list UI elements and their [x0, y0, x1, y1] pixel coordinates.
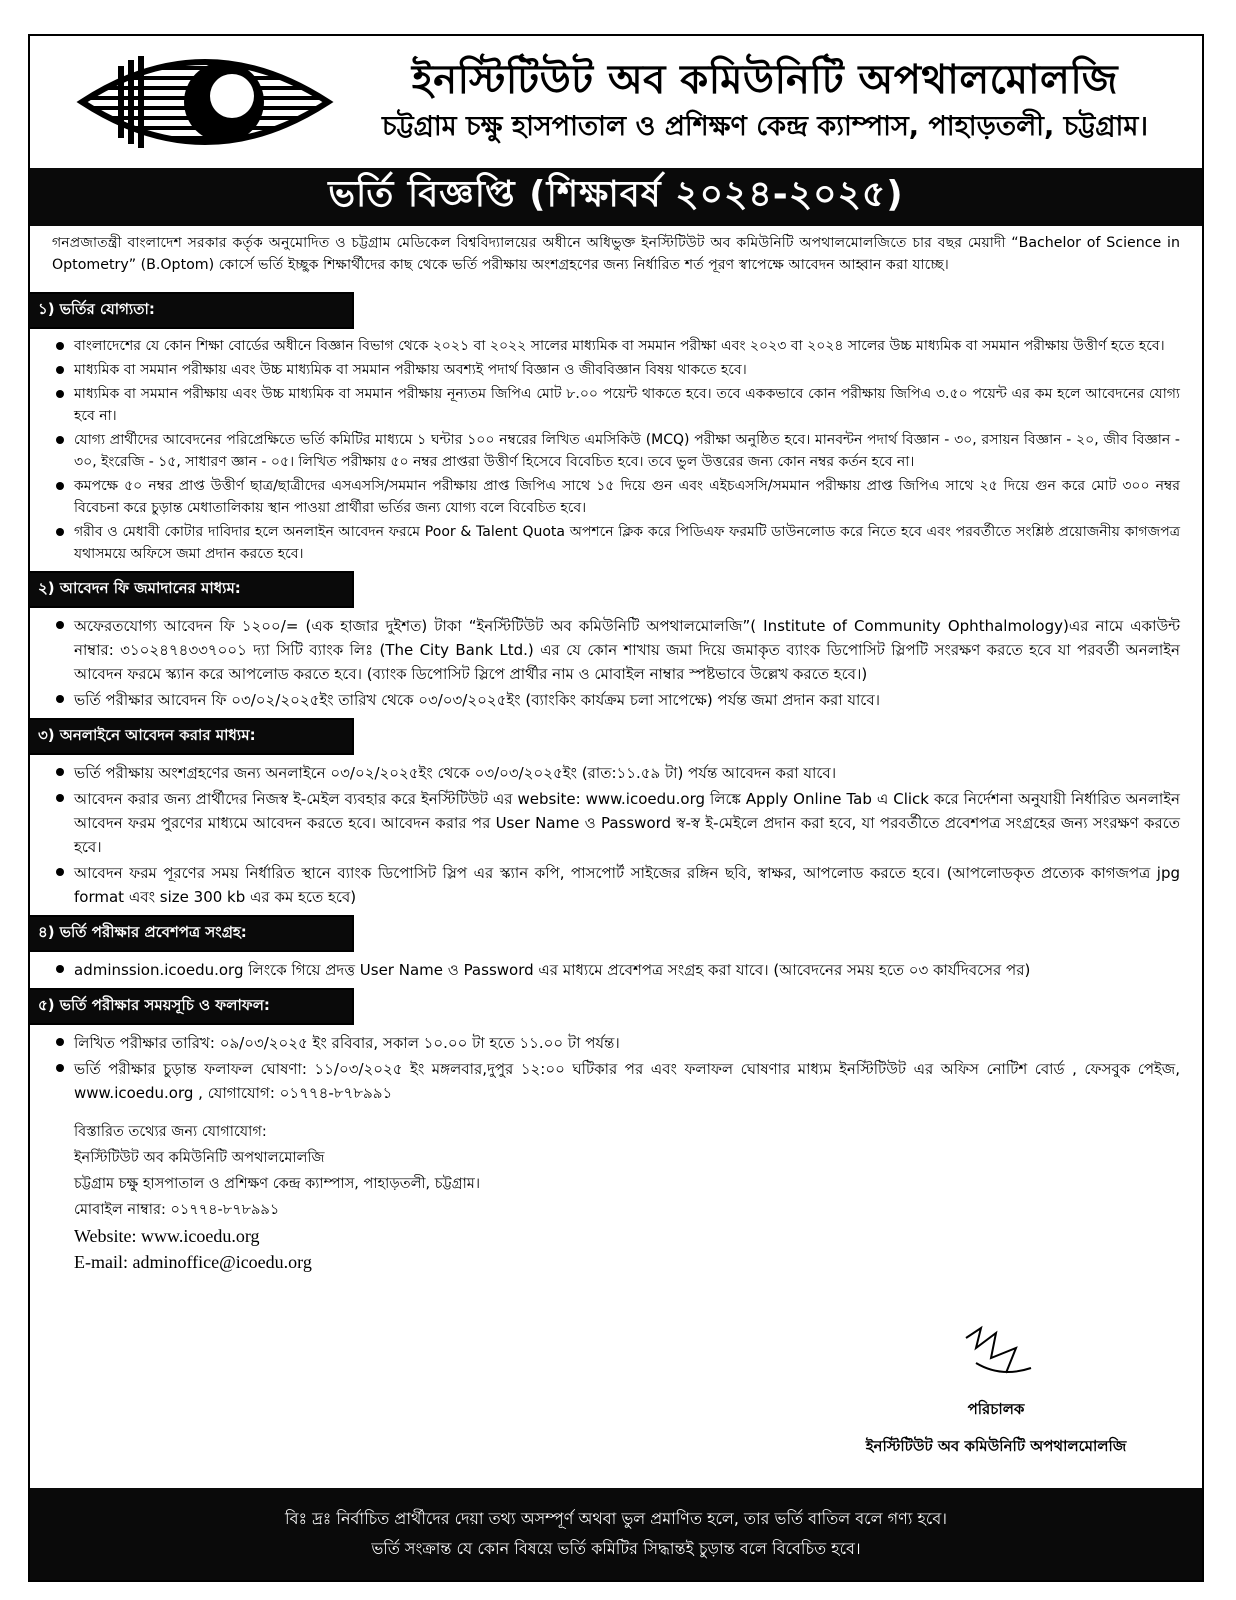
list-item: লিখিত পরীক্ষার তারিখ: ০৯/০৩/২০২৫ ইং রবিবার, সকাল ১০.০০ টা হতে ১১.০০ টা পর্যন্ত। [52, 1031, 1180, 1055]
list-item: মাধ্যমিক বা সমমান পরীক্ষায় এবং উচ্চ মাধ্যমিক বা সমমান পরীক্ষায় নূন্যতম জিপিএ মোট ৮.০০ পয়েন্ট থাকতে হবে। তবে এককভাবে কোন পরীক্ষায় জিপিএ ৩.৫০ পয়েন্ট এর কম হলে আবেদনের যোগ্য হবে না। [52, 383, 1180, 427]
contact-institute: ইনস্টিটিউট অব কমিউনিটি অপথালমোলজি [74, 1150, 325, 1166]
notice-header [30, 36, 1202, 166]
section-heading: ৫) ভর্তি পরীক্ষার সময়সূচি ও ফলাফল: [30, 988, 354, 1025]
list-item: বাংলাদেশের যে কোন শিক্ষা বোর্ডের অধীনে বিজ্ঞান বিভাগ থেকে ২০২১ বা ২০২২ সালের মাধ্যমিক বা সমমান পরীক্ষা এবং ২০২৩ বা ২০২৪ সালের উচ্চ মাধ্যমিক বা সমমান পরীক্ষায় উত্তীর্ণ হতে হবে। [52, 335, 1180, 357]
section-heading: ৪) ভর্তি পরীক্ষার প্রবেশপত্র সংগ্রহ: [30, 915, 354, 952]
section-online-application [38, 714, 1180, 909]
list-item: যোগ্য প্রার্থীদের আবেদনের পরিপ্রেক্ষিতে ভর্তি কমিটির মাধ্যমে ১ ঘন্টার ১০০ নম্বরের লিখিত এমসিকিউ (MCQ) পরীক্ষা অনুষ্ঠিত হবে। মানবন্টন পদার্থ বিজ্ঞান - ৩০, রসায়ন বিজ্ঞান - ২০, জীব বিজ্ঞান - ৩০, ইংরেজি - ১৫, সাধারণ জ্ঞান - ০৫। লিখিত পরীক্ষায় ৫০ নম্বর প্রাপ্তরা উত্তীর্ণ হিসেবে বিবেচিত হবে। তবে ভুল উত্তরের জন্য কোন নম্বর কর্তন হবে না। [52, 429, 1180, 473]
contact-block [52, 1119, 1180, 1275]
section-heading: ১) ভর্তির যোগ্যতা: [30, 292, 354, 329]
admission-banner [30, 168, 1202, 226]
notice-body [30, 226, 1202, 1275]
list-item: আবেদন ফরম পূরণের সময় নির্ধারিত স্থানে ব্যাংক ডিপোসিট স্লিপ এর স্ক্যান কপি, পাসপোর্ট সাইজের রঙ্গিন ছবি, স্বাক্ষর, আপলোড করতে হবে। (আপলোডকৃত প্রত্যেক কাগজপত্র jpg format এবং size 300 kb এর কম হতে হবে) [52, 861, 1180, 909]
section-heading: ২) আবেদন ফি জমাদানের মাধ্যম: [30, 571, 354, 608]
campus-address: চট্টগ্রাম চক্ষু হাসপাতাল ও প্রশিক্ষণ কেন্দ্র ক্যাম্পাস, পাহাড়তলী, চট্টগ্রাম। [382, 111, 1148, 142]
list-item: কমপক্ষে ৫০ নম্বর প্রাপ্ত উত্তীর্ণ ছাত্র/ছাত্রীদের এসএসসি/সমমান পরীক্ষায় প্রাপ্ত জিপিএ সাথে ১৫ দিয়ে গুন এবং এইচএসসি/সমমান পরীক্ষায় প্রাপ্ত জিপিএ সাথে ২৫ দিয়ে গুন করে মোট ৩০০ নম্বর বিবেচনা করে চুড়ান্ত মেধাতালিকায় স্থান পাওয়া প্রার্থীরা ভর্তির জন্য যোগ্য বলে বিবেচিত হবে। [52, 475, 1180, 519]
contact-heading: বিস্তারিত তথ্যের জন্য যোগাযোগ: [74, 1124, 267, 1140]
signature-block [836, 1318, 1156, 1460]
signature-mark [946, 1318, 1046, 1388]
banner-title: ভর্তি বিজ্ঞপ্তি (শিক্ষাবর্ষ ২০২৪-২০২৫) [328, 174, 904, 215]
eye-icon [74, 42, 336, 160]
list-item: adminssion.icoedu.org লিংকে গিয়ে প্রদত্ত User Name ও Password এর মাধ্যমে প্রবেশপত্র সংগ্রহ করা যাবে। (আবেদনের সময় হতে ০৩ কার্যদিবসের পর) [52, 958, 1180, 982]
section-admit-card [38, 911, 1180, 982]
contact-mobile: মোবাইল নাম্বার: ০১৭৭৪-৮৭৮৯৯১ [74, 1202, 280, 1218]
contact-email: E-mail: adminoffice@icoedu.org [74, 1252, 312, 1272]
list-item: ভর্তি পরীক্ষার আবেদন ফি ০৩/০২/২০২৫ইং তারিখ থেকে ০৩/০৩/২০২৫ইং (ব্যাংকিং কার্যক্রম চলা সাপেক্ষে) পর্যন্ত জমা প্রদান করা যাবে। [52, 688, 1180, 712]
intro-paragraph: গনপ্রজাতন্ত্রী বাংলাদেশ সরকার কর্তৃক অনুমোদিত ও চট্টগ্রাম মেডিকেল বিশ্ববিদ্যালয়ের অধীনে অধিভুক্ত ইনস্টিটিউট অব কমিউনিটি অপথালমোলজিতে চার বছর মেয়াদী “Bachelor of Science in Optometry” (B.Optom) কোর্সে ভর্তি ইচ্ছুক শিক্ষার্থীদের কাছ থেকে ভর্তি পরীক্ষায় অংশগ্রহণের জন্য নির্ধারিত শর্ত পূরণ স্বাপেক্ষে আবেদন আহ্বান করা যাচ্ছে। [52, 235, 1180, 273]
list-item: গরীব ও মেধাবী কোটার দাবিদার হলে অনলাইন আবেদন ফরমে Poor & Talent Quota অপশনে ক্লিক করে পিডিএফ ফরমটি ডাউনলোড করে নিতে হবে এবং পরবর্তীতে সংশ্লিষ্ঠ প্রয়োজনীয় কাগজপত্র যথাসময়ে অফিসে জমা প্রদান করতে হবে। [52, 521, 1180, 565]
section-eligibility [38, 288, 1180, 565]
footer-note-2: ভর্তি সংক্রান্ত যে কোন বিষয়ে ভর্তি কমিটির সিদ্ধান্তই চুড়ান্ত বলে বিবেচিত হবে। [371, 1539, 861, 1558]
signatory-institute: ইনস্টিটিউট অব কমিউনিটি অপথালমোলজি [865, 1437, 1127, 1455]
list-item: মাধ্যমিক বা সমমান পরীক্ষায় এবং উচ্চ মাধ্যমিক বা সমমান পরীক্ষায় অবশ্যই পদার্থ বিজ্ঞান ও জীববিজ্ঞান বিষয় থাকতে হবে। [52, 359, 1180, 381]
contact-website: Website: www.icoedu.org [74, 1226, 260, 1246]
list-item: ভর্তি পরীক্ষায় অংশগ্রহণের জন্য অনলাইনে ০৩/০২/২০২৫ইং থেকে ০৩/০৩/২০২৫ইং (রাত:১১.৫৯ টা) পর্যন্ত আবেদন করা যাবে। [52, 761, 1180, 785]
notice-footer [30, 1488, 1202, 1580]
list-item: আবেদন করার জন্য প্রার্থীদের নিজস্ব ই-মেইল ব্যবহার করে ইনস্টিটিউট এর website: www.icoedu.org লিঙ্কে Apply Online Tab এ Click করে নির্দেশনা অনুযায়ী নির্ধারিত অনলাইন আবেদন ফরম পুরণের মাধ্যমে আবেদন করতে হবে। আবেদন করার পর User Name ও Password স্ব-স্ব ই-মেইলে প্রদান করা হবে, যা পরবর্তীতে প্রবেশপত্র সংগ্রহের জন্য সংরক্ষণ করতে হবে। [52, 787, 1180, 859]
section-schedule-result [38, 984, 1180, 1105]
list-item: অফেরতযোগ্য আবেদন ফি ১২০০/= (এক হাজার দুইশত) টাকা “ইনস্টিটিউট অব কমিউনিটি অপথালমোলজি”( Institute of Community Ophthalmology)এর নামে একাউন্ট নাম্বার: ৩১০২৪৭৪৩৩৭০০১ দ্যা সিটি ব্যাংক লিঃ (The City Bank Ltd.) এর যে কোন শাখায় জমা দিয়ে জমাকৃত ব্যাংক ডিপোসিট স্লিপটি সংরক্ষণ করতে হবে যা পরবর্তী অনলাইন আবেদন ফরমে স্ক্যান করে আপলোড করতে হবে। (ব্যাংক ডিপোসিট স্লিপে প্রার্থীর নাম ও মোবাইল নাম্বার স্পষ্টভাবে উল্লেখ করতে হবে।) [52, 614, 1180, 686]
section-heading: ৩) অনলাইনে আবেদন করার মাধ্যম: [30, 718, 354, 755]
admission-notice-page [28, 34, 1204, 1582]
list-item: ভর্তি পরীক্ষার চুড়ান্ত ফলাফল ঘোষণা: ১১/০৩/২০২৫ ইং মঙ্গলবার,দুপুর ১২:০০ ঘটিকার পর এবং ফলাফল ঘোষণার মাধ্যম ইনস্টিটিউট এর অফিস নোটিশ বোর্ড , ফেসবুক পেইজ, www.icoedu.org , যোগাযোগ: ০১৭৭৪-৮৭৮৯৯১ [52, 1057, 1180, 1105]
section-fee-payment [38, 567, 1180, 712]
institute-title: ইনস্টিটিউট অব কমিউনিটি অপথালমোলজি [411, 57, 1119, 103]
signatory-title: পরিচালক [967, 1400, 1025, 1418]
footer-note-1: বিঃ দ্রঃ নির্বাচিত প্রার্থীদের দেয়া তথ্য অসম্পূর্ণ অথবা ভুল প্রমাণিত হলে, তার ভর্তি বাতিল বলে গণ্য হবে। [285, 1509, 947, 1528]
contact-address: চট্টগ্রাম চক্ষু হাসপাতাল ও প্রশিক্ষণ কেন্দ্র ক্যাম্পাস, পাহাড়তলী, চট্টগ্রাম। [74, 1176, 481, 1192]
